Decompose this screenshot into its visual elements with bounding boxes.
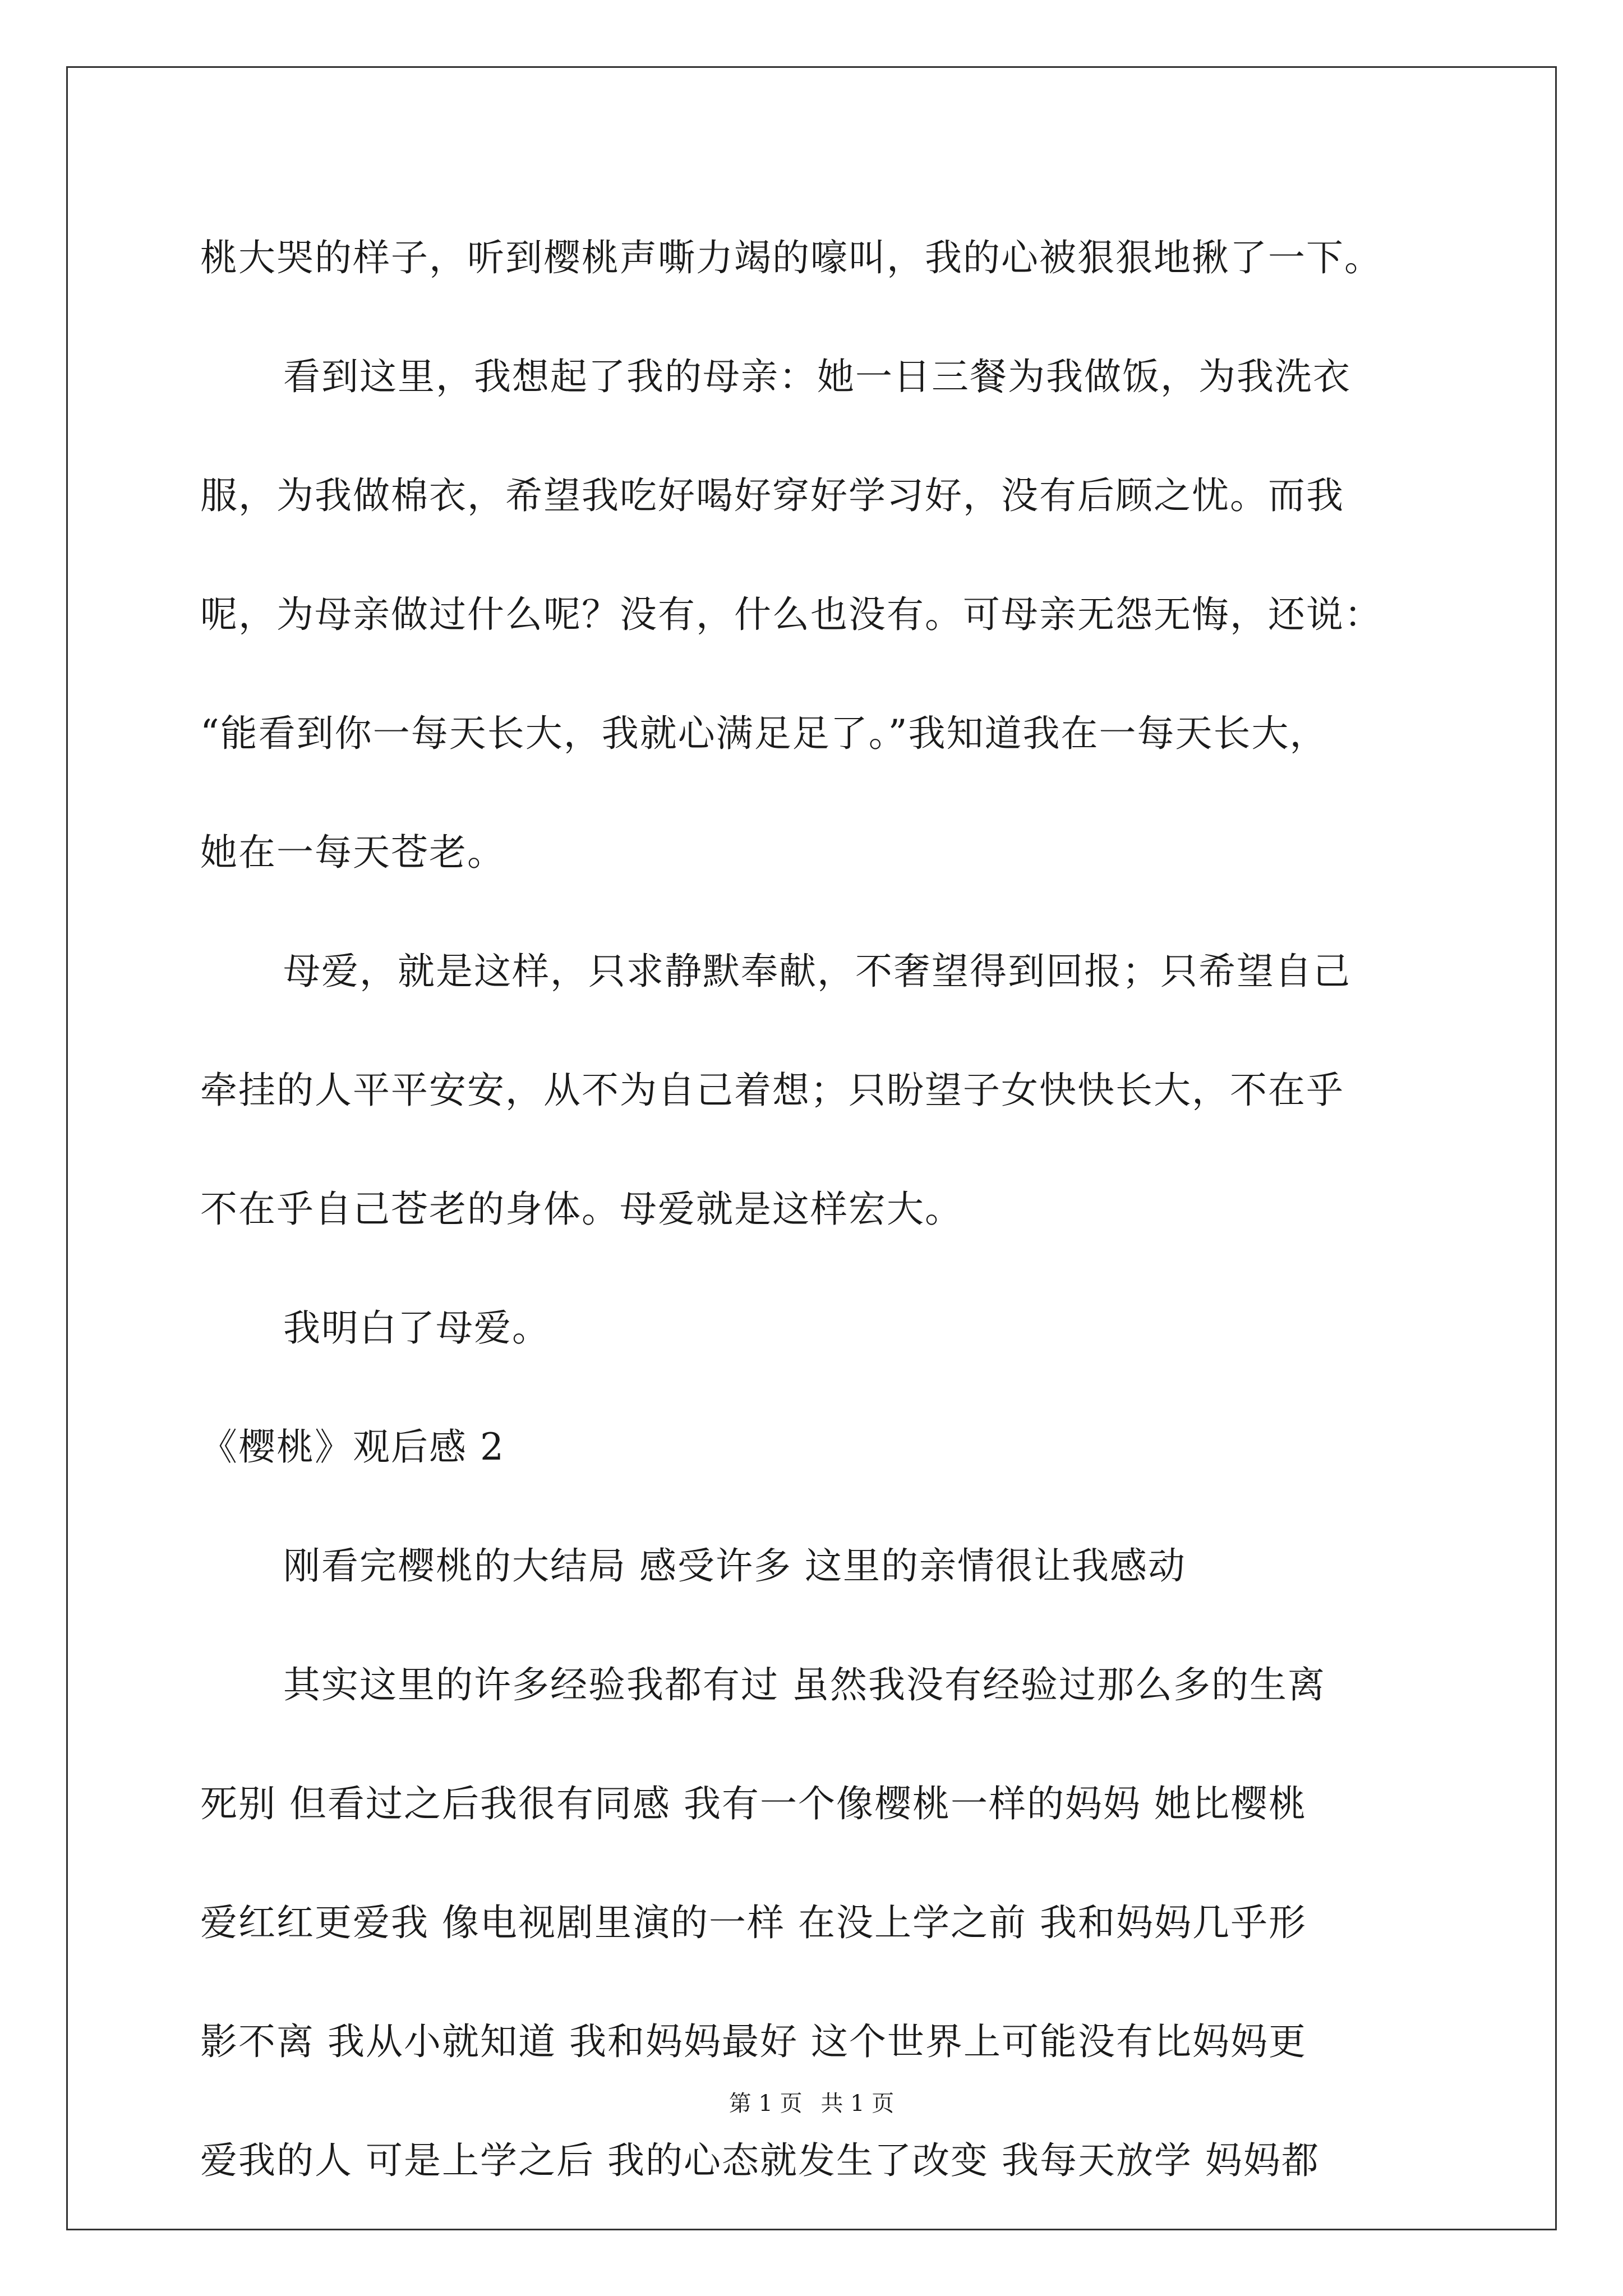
text-line-15: 爱红红更爱我 像电视剧里演的一样 在没上学之前 我和妈妈几乎形 [200, 1901, 1307, 1944]
text-line-14: 死别 但看过之后我很有同感 我有一个像樱桃一样的妈妈 她比樱桃 [200, 1782, 1307, 1825]
text-line-4: 呢，为母亲做过什么呢？没有，什么也没有。可母亲无怨无悔，还说： [200, 593, 1382, 636]
text-line-3: 服，为我做棉衣，希望我吃好喝好穿好学习好，没有后顾之忧。而我 [200, 474, 1344, 517]
text-line-16: 影不离 我从小就知道 我和妈妈最好 这个世界上可能没有比妈妈更 [200, 2020, 1307, 2063]
page-total: 共 1 页 [820, 2091, 895, 2116]
text-line-9: 不在乎自己苍老的身体。母爱就是这样宏大。 [200, 1188, 963, 1231]
text-line-10: 我明白了母爱。 [283, 1306, 550, 1350]
text-line-13: 其实这里的许多经验我都有过 虽然我没有经验过那么多的生离 [283, 1663, 1326, 1706]
document-body [200, 205, 1428, 2226]
page-number: 第 1 页 [728, 2091, 803, 2116]
text-line-2: 看到这里，我想起了我的母亲：她一日三餐为我做饭，为我洗衣 [283, 355, 1351, 398]
text-line-8: 牵挂的人平平安安，从不为自己着想；只盼望子女快快长大，不在乎 [200, 1069, 1344, 1112]
text-line-6: 她在一每天苍老。 [200, 831, 505, 874]
text-line-1: 桃大哭的样子，听到樱桃声嘶力竭的嚎叫，我的心被狠狠地揪了一下。 [200, 236, 1382, 279]
text-line-12: 刚看完樱桃的大结局 感受许多 这里的亲情很让我感动 [283, 1544, 1186, 1588]
text-line-5: “能看到你一每天长大，我就心满足足了。”我知道我在一每天长大， [200, 712, 1328, 755]
section-heading: 《樱桃》观后感 2 [200, 1425, 505, 1469]
page-footer [0, 2087, 1623, 2120]
text-line-7: 母爱，就是这样，只求静默奉献，不奢望得到回报；只希望自己 [283, 950, 1351, 993]
text-line-17: 爱我的人 可是上学之后 我的心态就发生了改变 我每天放学 妈妈都 [200, 2139, 1320, 2182]
